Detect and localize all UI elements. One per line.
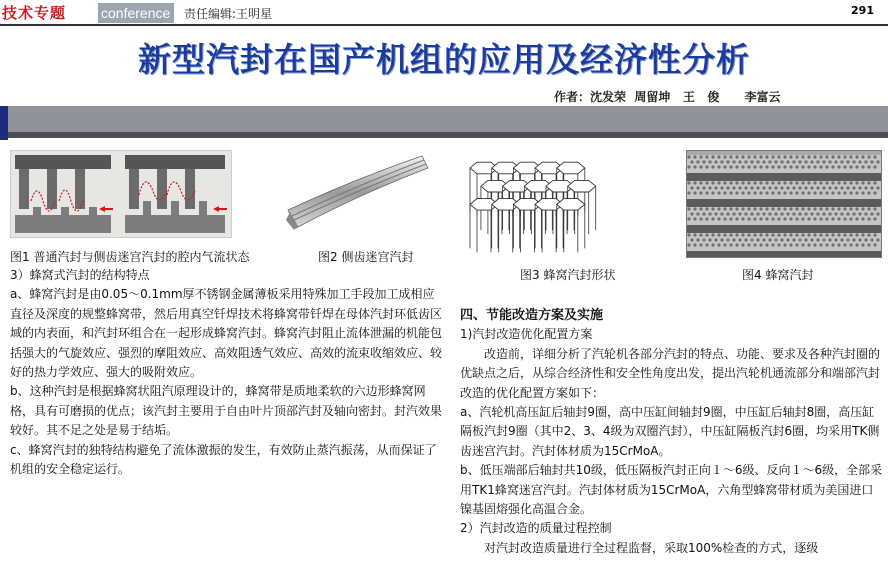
subheading-config: 1)汽封改造优化配置方案 <box>460 327 593 342</box>
paragraph-c: c、蜂窝汽封的独特结构避免了流体激振的发生，有效防止蒸汽振荡，从而保证了机组的安全稳定运行。 <box>10 442 437 477</box>
figure-2-seal-photo <box>282 150 432 234</box>
banner-underline <box>8 132 888 138</box>
figure-3-caption: 图3 蜂窝汽封形状 <box>520 268 616 282</box>
figure-4-honeycomb-seal-photo <box>686 150 882 258</box>
banner-bar <box>8 106 888 132</box>
figure-2-caption: 图2 侧齿迷宫汽封 <box>318 250 414 264</box>
item-a: a、汽轮机高压缸后轴封9圈，高中压缸间轴封9圈，中压缸后轴封8圈，高压缸隔板汽封9圈（其中2、3、4级为双圈汽封），中压缸隔板汽封6圈，均采用TK侧齿迷宫汽封。汽封体材质为15CrMoA。 <box>460 405 880 458</box>
figure-4-caption: 图4 蜂窝汽封 <box>742 268 814 282</box>
section-brand: 技术专题 <box>2 4 67 22</box>
paragraph-intro: 改造前，详细分析了汽轮机各部分汽封的特点、功能、要求及各种汽封圈的优缺点之后，从综合经济性和安全性角度出发，提出汽轮机通流部分和端部汽封改造的优化配置方案如下： <box>460 346 881 400</box>
item-b: b、低压端部后轴封共10级，低压隔板汽封正向１～6级、反向１～6级，全部采用TK1蜂窝迷宫汽封。汽封体材质为15CrMoA，六角型蜂窝带材质为美国进口镍基固熔强化高温合金。 <box>460 463 883 517</box>
editor-credit: 责任编辑:王明星 <box>184 7 273 21</box>
section-heading-retrofit: 四、节能改造方案及实施 <box>460 308 604 323</box>
section-heading-honeycomb: 3）蜂窝式汽封的结构特点 <box>10 268 150 282</box>
article-authors: 作者：沈发荣 周留坤 王 俊 李富云 <box>554 90 781 104</box>
figure-3-honeycomb-shape <box>466 152 642 260</box>
subheading-quality: 2）汽封改造的质量过程控制 <box>460 521 612 536</box>
header-rule <box>0 24 888 26</box>
figure-1-caption: 图1 普通汽封与侧齿迷宫汽封的腔内气流状态 <box>10 250 250 264</box>
accent-bar <box>0 106 8 140</box>
right-text-column <box>460 306 884 558</box>
paragraph-b: b、这种汽封是根据蜂窝状阻汽原理设计的，蜂窝带是质地柔软的六边形蜂窝网格，具有可磨损的优点；该汽封主要用于自由叶片顶部汽封及轴向密封。封汽效果较好。其不足之处是易于结垢。 <box>10 384 443 438</box>
page-number: 291 <box>851 4 874 17</box>
figure-1-airflow-diagram <box>10 150 232 238</box>
paragraph-quality: 对汽封改造质量进行全过程监督，采取100%检查的方式，逐级 <box>484 540 819 555</box>
page-header <box>0 0 888 28</box>
article-title: 新型汽封在国产机组的应用及经济性分析 <box>138 40 750 79</box>
paragraph-a: a、蜂窝汽封是由0.05～0.1mm厚不锈钢金属薄板采用特殊加工手段加工成相应直径及深度的规整蜂窝带，然后用真空钎焊技术将蜂窝带钎焊在母体汽封环低齿区域的内表面，和汽封环组合在一起形成蜂窝汽封。蜂窝汽封阻止流体泄漏的机能包括强大的气旋效应、强烈的摩阻效应、高效阻透气效应、高效的流束收缩效应、较好的热力学效应、强大的吸附效应。 <box>10 287 443 380</box>
conference-tag: conference <box>98 3 174 23</box>
left-text-column <box>10 266 442 479</box>
